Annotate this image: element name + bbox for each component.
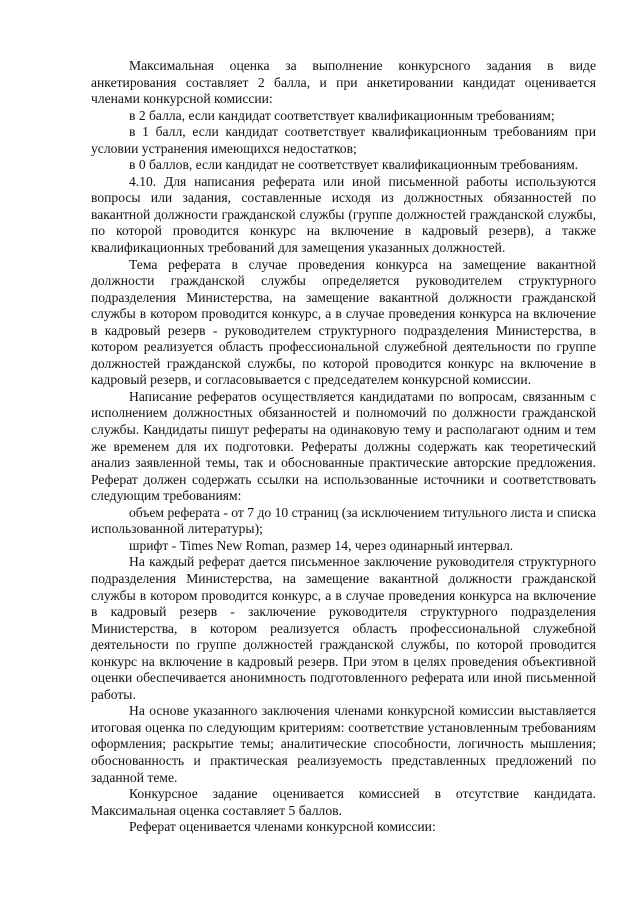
paragraph-score-0: в 0 баллов, если кандидат не соответствует квалификационным требованиям. bbox=[129, 157, 579, 173]
paragraph-score-2: в 2 балла, если кандидат соответствует квалификационным требованиям; bbox=[129, 107, 555, 123]
paragraph-max-score-essay: Конкурсное задание оценивается комиссией в отсутствие кандидата. Максимальная оценка составляет 5 баллов. bbox=[91, 786, 596, 818]
paragraph-4-10: 4.10. Для написания реферата или иной письменной работы используются вопросы или задания, составленные исходя из должностных обязанностей по вакантной должности гражданской службы (группе должностей гражданской службы, по которой проводится конкурс на включение в кадровый резерв), а также квалификационных требований для замещения указанных должностей. bbox=[91, 173, 596, 256]
paragraph-max-score-questionnaire: Максимальная оценка за выполнение конкурсного задания в виде анкетирования составляет 2 балла, и при анкетировании кандидат оценивается членами конкурсной комиссии: bbox=[91, 58, 596, 107]
paragraph-essay-topic: Тема реферата в случае проведения конкурса на замещение вакантной должности гражданской службы определяется руководителем структурного подразделения Министерства, на замещение вакантной должности гражданской службы в котором проводится конкурс, а в случае проведения конкурса на включение в кадровый резерв - руководителем структурного подразделения Министерства, в котором реализуется область профессиональной служебной деятельности по группе должностей гражданской службы, по которой проводится конкурс на включение в кадровый резерв, и согласовывается с председателем конкурсной комиссии. bbox=[91, 256, 596, 388]
paragraph-essay-evaluated-by: Реферат оценивается членами конкурсной комиссии: bbox=[129, 819, 436, 835]
paragraph-essay-length: объем реферата - от 7 до 10 страниц (за исключением титульного листа и списка использованной литературы); bbox=[91, 504, 596, 537]
paragraph-essay-font: шрифт - Times New Roman, размер 14, через одинарный интервал. bbox=[129, 537, 514, 553]
paragraph-final-assessment: На основе указанного заключения членами конкурсной комиссии выставляется итоговая оценка по следующим критериям: соответствие установленным требованиям оформления; раскрытие темы; аналитические способности, логичность мышления; обоснованность и практическая реализуемость представленных предложений по заданной теме. bbox=[91, 703, 596, 785]
paragraph-essay-review: На каждый реферат дается письменное заключение руководителя структурного подразделения Министерства, на замещение вакантной должности гражданской службы в котором проводится конкурс, а в случае проведения конкурса на включение в кадровый резерв - заключение руководителя структурного подразделения Министерства, в котором реализуется область профессиональной служебной деятельности по группе должностей гражданской службы, по которой проводится конкурс на включение в кадровый резерв. При этом в целях проведения объективной оценки обеспечивается анонимность подготовленного реферата или иной письменной работы. bbox=[91, 554, 596, 702]
document-page bbox=[91, 58, 596, 836]
paragraph-essay-writing: Написание рефератов осуществляется кандидатами по вопросам, связанным с исполнением должностных обязанностей и полномочий по должности гражданской службы. Кандидаты пишут рефераты на одинаковую тему и располагают одним и тем же временем для их подготовки. Рефераты должны содержать как теоретический анализ заявленной темы, так и обоснованные практические авторские предложения. Реферат должен содержать ссылки на использованные источники и соответствовать следующим требованиям: bbox=[91, 388, 596, 504]
paragraph-score-1: в 1 балл, если кандидат соответствует квалификационным требованиям при условии устранения имеющихся недостатков; bbox=[91, 124, 596, 156]
